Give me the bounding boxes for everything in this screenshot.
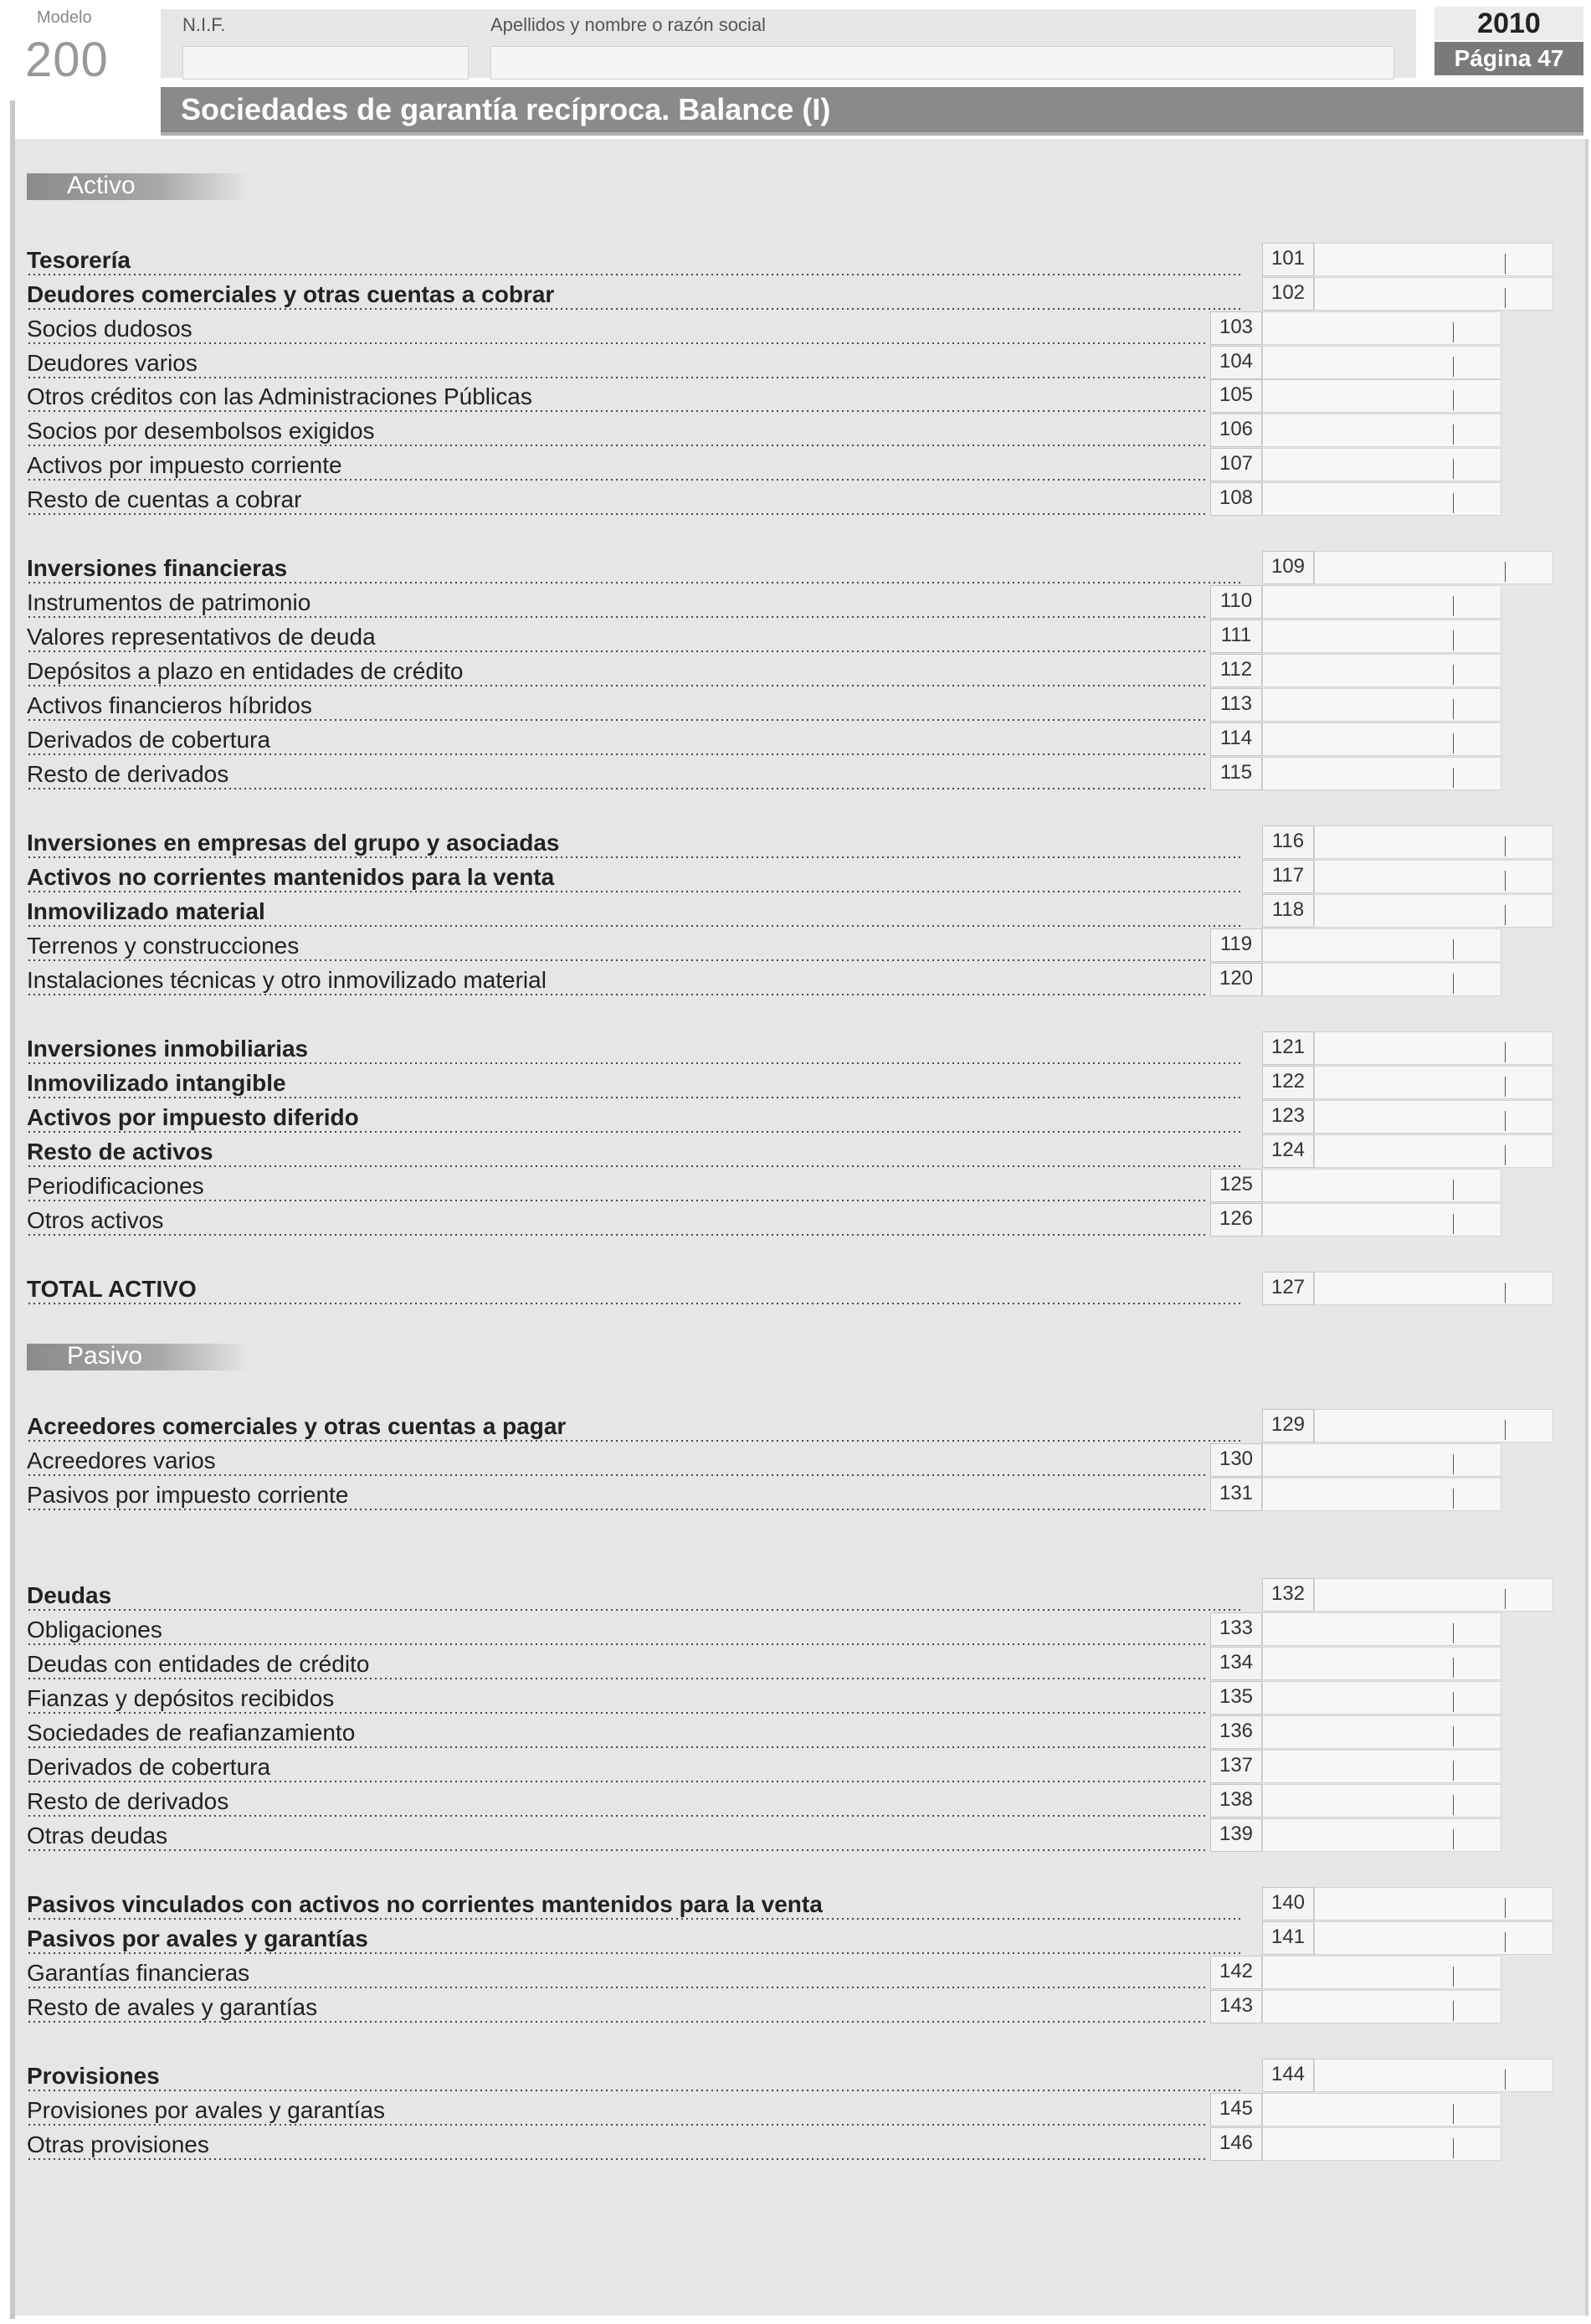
row-code: 113 [1210, 688, 1262, 722]
row-label-text: Resto de derivados [27, 1788, 232, 1814]
row-code: 122 [1262, 1066, 1314, 1099]
row-code: 141 [1262, 1921, 1314, 1955]
row-label-text: Inmovilizado intangible [27, 1070, 290, 1096]
row-label-text: Inversiones en empresas del grupo y asociadas [27, 830, 563, 856]
modelo-label: Modelo [37, 8, 92, 27]
amount-input[interactable] [1262, 654, 1501, 687]
row-label-text: Inversiones inmobiliarias [27, 1036, 311, 1062]
row-code: 103 [1210, 311, 1262, 345]
row-code: 131 [1210, 1478, 1262, 1511]
row-label-text: Derivados de cobertura [27, 727, 274, 753]
row-label [27, 2131, 1205, 2161]
amount-input[interactable] [1262, 379, 1501, 413]
row-label [27, 1754, 1205, 1783]
row-label [27, 555, 1242, 584]
row-label-text: Derivados de cobertura [27, 1754, 274, 1780]
amount-input[interactable] [1314, 2059, 1553, 2092]
row-label [27, 1926, 1242, 1955]
amount-input[interactable] [1262, 1169, 1501, 1202]
row-code: 129 [1262, 1409, 1314, 1442]
amount-input[interactable] [1314, 894, 1553, 928]
page-title-bar [161, 87, 1583, 136]
row-label-text: Activos no corrientes mantenidos para la venta [27, 864, 557, 890]
row-code: 127 [1262, 1272, 1314, 1305]
row-label [27, 864, 1242, 893]
row-label-text: Garantías financieras [27, 1960, 253, 1986]
nif-label: N.I.F. [182, 14, 226, 35]
row-label-text: Resto de avales y garantías [27, 1994, 321, 2020]
row-label-text: Fianzas y depósitos recibidos [27, 1685, 337, 1711]
row-label-text: Otras provisiones [27, 2131, 213, 2157]
row-label-text: Instrumentos de patrimonio [27, 589, 314, 615]
row-code: 146 [1210, 2127, 1262, 2161]
amount-input[interactable] [1262, 688, 1501, 722]
amount-input[interactable] [1262, 311, 1501, 345]
amount-input[interactable] [1262, 1990, 1501, 2023]
name-label: Apellidos y nombre o razón social [490, 14, 766, 35]
row-label-text: Acreedores varios [27, 1447, 219, 1473]
row-label-text: Pasivos por avales y garantías [27, 1926, 372, 1951]
section-title-activo: Activo [67, 172, 136, 199]
row-label-text: Otros activos [27, 1207, 167, 1233]
row-code: 144 [1262, 2059, 1314, 2092]
row-label-text: Deudas con entidades de crédito [27, 1651, 372, 1677]
amount-input[interactable] [1262, 1443, 1501, 1477]
row-code: 145 [1210, 2093, 1262, 2126]
row-label-text: Otros créditos con las Administraciones Públicas [27, 383, 536, 409]
row-label-text: Sociedades de reafianzamiento [27, 1720, 358, 1746]
row-code: 126 [1210, 1203, 1262, 1237]
row-code: 118 [1262, 894, 1314, 928]
row-code: 114 [1210, 722, 1262, 756]
amount-input[interactable] [1262, 1715, 1501, 1749]
row-label [27, 281, 1242, 311]
row-label [27, 1823, 1205, 1852]
row-code: 123 [1262, 1100, 1314, 1134]
row-label-text: Depósitos a plazo en entidades de crédito [27, 658, 466, 684]
row-code: 116 [1262, 825, 1314, 859]
amount-input[interactable] [1262, 414, 1501, 447]
row-label-text: Obligaciones [27, 1617, 166, 1643]
row-label-text: Activos financieros híbridos [27, 692, 316, 718]
row-label [27, 383, 1205, 413]
row-label [27, 761, 1205, 790]
row-label [27, 1994, 1205, 2023]
row-code: 111 [1210, 620, 1262, 653]
amount-input[interactable] [1262, 1478, 1501, 1511]
section-title-pasivo: Pasivo [67, 1342, 143, 1370]
name-field[interactable] [490, 46, 1394, 80]
row-code: 102 [1262, 277, 1314, 311]
row-label [27, 967, 1205, 996]
row-label-text: Acreedores comerciales y otras cuentas a pagar [27, 1413, 569, 1439]
row-label [27, 350, 1205, 379]
amount-input[interactable] [1314, 1031, 1553, 1065]
page-badge: Página 47 [1434, 42, 1583, 75]
taxpayer-id-box [161, 9, 1416, 78]
amount-input[interactable] [1262, 1203, 1501, 1237]
row-code: 143 [1210, 1990, 1262, 2023]
row-label [27, 1960, 1205, 1989]
year-badge: 2010 [1434, 7, 1583, 40]
amount-input[interactable] [1262, 2093, 1501, 2126]
row-code: 137 [1210, 1750, 1262, 1783]
row-label [27, 247, 1242, 276]
row-label [27, 1447, 1205, 1477]
row-code: 120 [1210, 963, 1262, 996]
row-label-text: Valores representativos de deuda [27, 624, 379, 650]
row-code: 136 [1210, 1715, 1262, 1749]
row-code: 107 [1210, 448, 1262, 481]
row-label-text: Pasivos por impuesto corriente [27, 1482, 352, 1508]
row-label [27, 1413, 1242, 1442]
amount-input[interactable] [1314, 1887, 1553, 1920]
row-label-text: Activos por impuesto diferido [27, 1104, 362, 1130]
row-code: 117 [1262, 860, 1314, 893]
row-code: 104 [1210, 346, 1262, 379]
modelo-number: 200 [25, 33, 109, 87]
row-code: 105 [1210, 379, 1262, 413]
row-code: 101 [1262, 243, 1314, 276]
row-code: 121 [1262, 1031, 1314, 1065]
row-label-text: Socios por desembolsos exigidos [27, 418, 378, 444]
row-label [27, 1651, 1205, 1680]
row-label-text: Periodificaciones [27, 1173, 208, 1199]
amount-input[interactable] [1262, 448, 1501, 481]
row-code: 132 [1262, 1578, 1314, 1612]
amount-input[interactable] [1314, 1578, 1553, 1612]
row-code: 139 [1210, 1818, 1262, 1852]
row-code: 134 [1210, 1647, 1262, 1680]
row-label-text: Inmovilizado material [27, 898, 269, 924]
row-label [27, 692, 1205, 722]
row-label-text: Provisiones por avales y garantías [27, 2097, 388, 2123]
row-label [27, 830, 1242, 859]
row-label-text: Deudas [27, 1582, 115, 1608]
row-label [27, 316, 1205, 345]
row-label [27, 1104, 1242, 1134]
row-label [27, 486, 1205, 516]
row-code: 119 [1210, 928, 1262, 962]
row-label [27, 658, 1205, 687]
row-label-text: Provisiones [27, 2063, 163, 2089]
row-label [27, 933, 1205, 962]
row-code: 138 [1210, 1784, 1262, 1818]
row-label-text: Activos por impuesto corriente [27, 452, 346, 478]
row-code: 124 [1262, 1134, 1314, 1168]
amount-input[interactable] [1262, 1784, 1501, 1818]
row-code: 106 [1210, 414, 1262, 447]
row-label [27, 1482, 1205, 1511]
row-label [27, 418, 1205, 447]
row-label-text: Inversiones financieras [27, 555, 290, 581]
row-label-text: Resto de activos [27, 1139, 217, 1165]
amount-input[interactable] [1262, 1612, 1501, 1646]
nif-field[interactable] [182, 46, 469, 80]
row-code: 110 [1210, 585, 1262, 619]
amount-input[interactable] [1262, 1681, 1501, 1715]
row-label-text: Pasivos vinculados con activos no corrientes mantenidos para la venta [27, 1891, 826, 1917]
amount-input[interactable] [1314, 1409, 1553, 1442]
row-code: 108 [1210, 482, 1262, 516]
amount-input[interactable] [1262, 1956, 1501, 1989]
section-tab-pasivo [27, 1344, 249, 1370]
row-label [27, 2063, 1242, 2092]
row-label-text: Tesorería [27, 247, 134, 273]
row-label [27, 1617, 1205, 1646]
amount-input[interactable] [1314, 1272, 1553, 1305]
row-label [27, 1720, 1205, 1749]
amount-input[interactable] [1314, 1921, 1553, 1955]
row-code: 109 [1262, 551, 1314, 584]
row-label [27, 624, 1205, 653]
amount-input[interactable] [1314, 1134, 1553, 1168]
row-label-text: TOTAL ACTIVO [27, 1276, 200, 1302]
row-label-text: Terrenos y construcciones [27, 933, 302, 959]
amount-input[interactable] [1262, 722, 1501, 756]
row-code: 115 [1210, 757, 1262, 790]
row-label [27, 1207, 1205, 1237]
amount-input[interactable] [1314, 243, 1553, 276]
amount-input[interactable] [1314, 551, 1553, 584]
amount-input[interactable] [1262, 482, 1501, 516]
page-title: Sociedades de garantía recíproca. Balance (I) [181, 92, 831, 126]
row-label-text: Resto de cuentas a cobrar [27, 486, 305, 512]
amount-input[interactable] [1262, 346, 1501, 379]
section-tab-activo [27, 173, 249, 200]
row-label [27, 1276, 1242, 1305]
row-label [27, 1036, 1242, 1065]
row-label-text: Deudores comerciales y otras cuentas a cobrar [27, 281, 557, 307]
row-label-text: Otras deudas [27, 1823, 171, 1848]
amount-input[interactable] [1262, 928, 1501, 962]
row-label [27, 1891, 1242, 1920]
amount-input[interactable] [1262, 1750, 1501, 1783]
row-label [27, 452, 1205, 481]
row-label [27, 727, 1205, 756]
row-code: 142 [1210, 1956, 1262, 1989]
amount-input[interactable] [1262, 963, 1501, 996]
row-label-text: Deudores varios [27, 350, 201, 376]
row-label [27, 589, 1205, 619]
amount-input[interactable] [1314, 825, 1553, 859]
amount-input[interactable] [1262, 757, 1501, 790]
amount-input[interactable] [1314, 1100, 1553, 1134]
amount-input[interactable] [1314, 1066, 1553, 1099]
amount-input[interactable] [1314, 277, 1553, 311]
row-label-text: Resto de derivados [27, 761, 232, 787]
amount-input[interactable] [1262, 2127, 1501, 2161]
row-code: 112 [1210, 654, 1262, 687]
row-code: 125 [1210, 1169, 1262, 1202]
amount-input[interactable] [1262, 1818, 1501, 1852]
row-label [27, 1582, 1242, 1612]
row-label-text: Socios dudosos [27, 316, 196, 342]
row-code: 133 [1210, 1612, 1262, 1646]
amount-input[interactable] [1262, 1647, 1501, 1680]
row-code: 130 [1210, 1443, 1262, 1477]
row-label [27, 1173, 1205, 1202]
row-label [27, 898, 1242, 928]
row-label [27, 1685, 1205, 1715]
row-code: 135 [1210, 1681, 1262, 1715]
row-label [27, 1788, 1205, 1818]
amount-input[interactable] [1314, 860, 1553, 893]
amount-input[interactable] [1262, 585, 1501, 619]
row-label [27, 1070, 1242, 1099]
amount-input[interactable] [1262, 620, 1501, 653]
row-label [27, 1139, 1242, 1168]
row-label-text: Instalaciones técnicas y otro inmovilizado material [27, 967, 550, 993]
row-code: 140 [1262, 1887, 1314, 1920]
row-label [27, 2097, 1205, 2126]
